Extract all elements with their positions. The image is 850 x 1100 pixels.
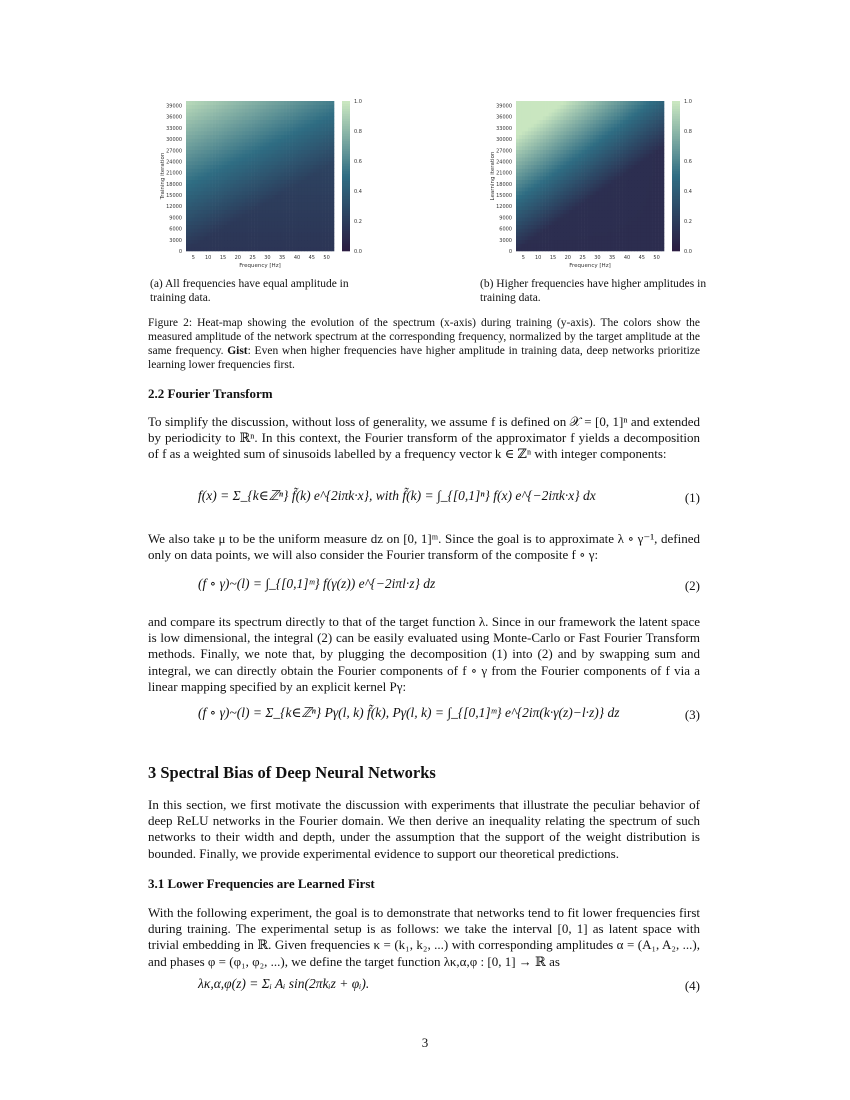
y-tick-label: 12000: [496, 204, 512, 211]
colorbar-tick-label: 0.6: [684, 159, 692, 165]
y-tick-label: 39000: [496, 103, 512, 110]
equation-1: f(x) = Σ_{k∈ℤⁿ} f̃(k) e^{2iπk·x}, with f̃(k) = ∫_{[0,1]ⁿ} f(x) e^{−2iπk·x} dx: [198, 488, 596, 503]
x-tick-label: 50: [653, 255, 660, 261]
y-tick-label: 15000: [496, 193, 512, 200]
x-tick-label: 15: [219, 255, 227, 261]
x-tick-label: 15: [549, 255, 557, 261]
colorbar: [342, 101, 350, 251]
colorbar-tick-label: 1.0: [684, 99, 692, 105]
y-tick-label: 6000: [169, 226, 182, 233]
section-2-2-paragraph-2: We also take μ to be the uniform measure dz on [0, 1]ᵐ. Since the goal is to approximate λ ∘ γ⁻¹, defined only on data points, we will also consider the Fourier transform of the composite f ∘ γ:: [148, 531, 700, 563]
x-tick-label: 5: [521, 255, 525, 261]
x-tick-label: 35: [279, 255, 286, 261]
section-2-2-paragraph-1: To simplify the discussion, without loss of generality, we assume f is defined on 𝒳 = [0, 1]ⁿ and extended by periodicity to ℝⁿ. In this context, the Fourier transform of the approximator f yields a decomposition of f as a weighted sum of sinusoids labelled by a frequency vector k ∈ ℤⁿ with integer components:: [148, 414, 700, 462]
x-tick-label: 20: [234, 255, 241, 261]
page-number: 3: [421, 1035, 429, 1050]
y-tick-label: 21000: [166, 170, 182, 177]
colorbar-tick-label: 0.2: [354, 219, 362, 225]
x-tick-label: 50: [323, 255, 330, 261]
x-tick-label: 5: [191, 255, 195, 261]
colorbar-tick-label: 0.0: [354, 249, 362, 255]
y-tick-label: 9000: [169, 215, 182, 222]
x-tick-label: 10: [205, 255, 212, 261]
equation-1-number: (1): [684, 490, 700, 505]
y-tick-label: 9000: [499, 215, 512, 222]
colorbar-tick-label: 0.0: [684, 249, 692, 255]
equation-2: (f ∘ γ)~(l) = ∫_{[0,1]ᵐ} f(γ(z)) e^{−2iπl·z} dz: [198, 576, 436, 591]
x-tick-label: 40: [623, 255, 631, 261]
colorbar: [672, 101, 680, 251]
y-tick-label: 36000: [496, 114, 512, 121]
subfigure-a-label: (a) All frequencies have equal amplitude in training data.: [150, 278, 349, 304]
y-tick-label: 30000: [166, 137, 182, 144]
colorbar-tick-label: 0.6: [354, 159, 362, 165]
x-tick-label: 30: [264, 255, 271, 261]
y-tick-label: 0: [508, 249, 512, 255]
section-2-2-paragraph-3: and compare its spectrum directly to that of the target function λ. Since in our framework the latent space is low dimensional, the integral (2) can be easily evaluated using Monte-Carlo or Fast Fourier Transform methods. Finally, we note that, by plugging the decomposition (1) into (2) and by swapping sum and integral, we can directly obtain the Fourier components of f ∘ γ from the Fourier components of f via a linear mapping specified by an explicit kernel Pγ:: [148, 614, 700, 694]
section-3-paragraph-1: In this section, we first motivate the discussion with experiments that illustrate the peculiar behavior of deep ReLU networks in the Fourier domain. We then derive an inequality relating the spectrum of such networks to their width and depth, under the assumption that the support of the weight distribution is bounded. Finally, we provide experimental evidence to support our theoretical predictions.: [148, 797, 700, 861]
section-2-2-heading: 2.2 Fourier Transform: [148, 386, 273, 401]
x-tick-label: 25: [249, 255, 256, 261]
section-3-1-heading: 3.1 Lower Frequencies are Learned First: [148, 876, 375, 891]
x-axis-label: Frequency [Hz]: [569, 263, 611, 269]
y-axis-label: Learning iteration: [490, 151, 496, 201]
colorbar-tick-label: 0.4: [684, 189, 692, 195]
y-axis-label: Training iteration: [160, 152, 166, 200]
y-tick-label: 33000: [496, 125, 512, 132]
y-tick-label: 18000: [166, 181, 182, 188]
colorbar-tick-label: 0.8: [684, 129, 692, 135]
y-tick-label: 39000: [166, 103, 182, 110]
x-tick-label: 25: [579, 255, 586, 261]
y-tick-label: 36000: [166, 114, 182, 121]
colorbar-tick-label: 1.0: [354, 99, 362, 105]
y-tick-label: 30000: [496, 137, 512, 144]
y-tick-label: 24000: [496, 159, 512, 166]
x-tick-label: 10: [535, 255, 542, 261]
y-tick-label: 27000: [496, 148, 512, 155]
equation-3-number: (3): [684, 707, 700, 722]
equation-4-number: (4): [684, 978, 700, 993]
y-tick-label: 21000: [496, 170, 512, 177]
y-tick-label: 24000: [166, 159, 182, 166]
colorbar-tick-label: 0.4: [354, 189, 362, 195]
heatmap-panel-a: [150, 95, 390, 275]
x-tick-label: 35: [609, 255, 616, 261]
x-tick-label: 45: [308, 255, 315, 261]
y-tick-label: 0: [178, 249, 182, 255]
heatmap-cells: [186, 101, 334, 251]
y-tick-label: 3000: [499, 237, 512, 244]
figure-2: [150, 95, 710, 275]
y-tick-label: 27000: [166, 148, 182, 155]
x-tick-label: 45: [638, 255, 645, 261]
y-tick-label: 15000: [166, 193, 182, 200]
equation-2-number: (2): [684, 578, 700, 593]
y-tick-label: 33000: [166, 125, 182, 132]
x-tick-label: 30: [594, 255, 601, 261]
y-tick-label: 18000: [496, 181, 512, 188]
y-tick-label: 12000: [166, 204, 182, 211]
colorbar-tick-label: 0.2: [684, 219, 692, 225]
subfigure-b-label: (b) Higher frequencies have higher amplitudes in training data.: [480, 278, 707, 304]
x-tick-label: 20: [564, 255, 571, 261]
equation-4: λκ,α,φ(z) = Σᵢ Aᵢ sin(2πkᵢz + φᵢ).: [198, 976, 370, 991]
heatmap-panel-b: [480, 95, 720, 275]
x-tick-label: 40: [293, 255, 301, 261]
section-3-heading: 3 Spectral Bias of Deep Neural Networks: [148, 763, 436, 782]
section-3-1-paragraph-1: With the following experiment, the goal is to demonstrate that networks tend to fit lower frequencies first during training. The experimental setup is as follows: we take the interval [0, 1] as latent space with trivial embedding in ℝ. Given frequencies κ = (k₁, k₂, ...) with corresponding amplitudes α = (A₁, A₂, ...), and phases φ = (φ₁, φ₂, ...), we define the target function λκ,α,φ : [0, 1] → ℝ as: [148, 905, 700, 969]
y-tick-label: 3000: [169, 237, 182, 244]
figure-caption: Figure 2: Heat-map showing the evolution of the spectrum (x-axis) during training (y-axis). The colors show the measured amplitude of the network spectrum at the corresponding frequency, normalized by the target amplitude at the same frequency. Gist: Even when higher frequencies have higher amplitude in training data, deep networks prioritize learning lower frequencies first.: [148, 317, 700, 371]
y-tick-label: 6000: [499, 226, 512, 233]
x-axis-label: Frequency [Hz]: [239, 263, 281, 269]
equation-3: (f ∘ γ)~(l) = Σ_{k∈ℤⁿ} Pγ(l, k) f̃(k), Pγ(l, k) = ∫_{[0,1]ᵐ} e^{2iπ(k·γ(z)−l·z)} dz: [198, 705, 620, 720]
colorbar-tick-label: 0.8: [354, 129, 362, 135]
heatmap-cells: [516, 101, 664, 251]
